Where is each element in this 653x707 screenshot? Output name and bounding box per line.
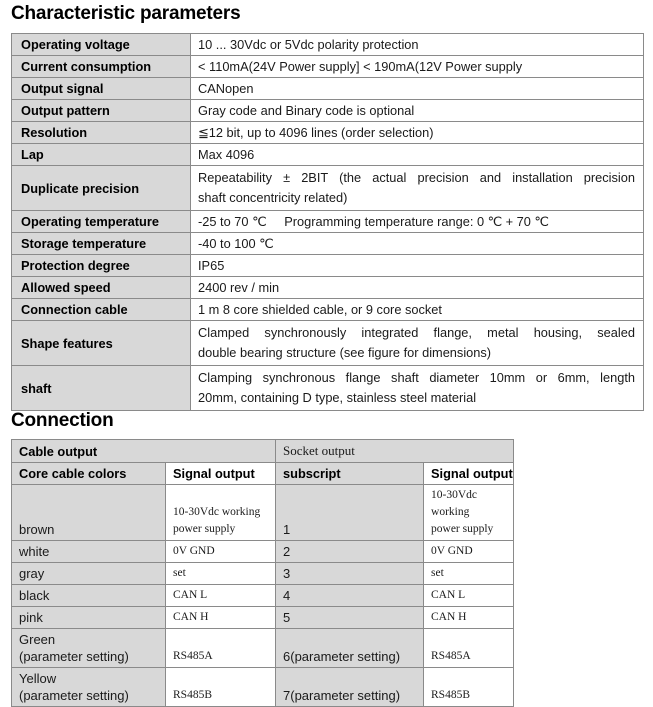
cell-line: 1 (283, 522, 291, 537)
cell-core-cable-color (12, 563, 166, 585)
parameter-label: Lap (12, 144, 191, 166)
cell-core-cable-color (12, 629, 166, 668)
parameter-value (191, 321, 644, 366)
cell-socket-signal-output (424, 607, 514, 629)
table-row (12, 321, 644, 366)
parameter-value: 2400 rev / min (191, 277, 644, 299)
cell-cable-signal-output (166, 563, 276, 585)
parameter-value: IP65 (191, 255, 644, 277)
column-header-socket-signal-output: Signal output (424, 463, 514, 485)
table-row (12, 585, 514, 607)
parameter-value-line: Clamped synchronously integrated flange, metal housing, sealed (198, 325, 635, 340)
cell-spacer (431, 670, 513, 687)
table-row (12, 100, 644, 122)
cell-subscript (276, 607, 424, 629)
cell-socket-signal-output (424, 629, 514, 668)
table-row (12, 299, 644, 321)
table-row (12, 233, 644, 255)
cell-line: 5 (283, 610, 291, 625)
cell-line: 0V GND (173, 545, 215, 557)
cell-core-cable-color (12, 607, 166, 629)
cell-core-cable-color (12, 541, 166, 563)
cell-subscript (276, 563, 424, 585)
cell-spacer (283, 631, 423, 648)
cell-spacer (283, 504, 423, 521)
group-header-socket-output: Socket output (276, 440, 514, 463)
column-header-subscript: subscript (276, 463, 424, 485)
column-header-core-cable-colors: Core cable colors (12, 463, 166, 485)
cell-line: RS485B (431, 689, 471, 701)
cell-line: (parameter setting) (19, 649, 129, 664)
cell-line: brown (19, 522, 55, 537)
cell-spacer (431, 631, 513, 648)
cell-cable-signal-output (166, 668, 276, 707)
cell-line: RS485A (173, 650, 213, 662)
parameter-label: Output signal (12, 78, 191, 100)
parameter-value: -40 to 100 ℃ (191, 233, 644, 255)
table-row (12, 607, 514, 629)
parameter-label: Connection cable (12, 299, 191, 321)
cell-line: CAN L (431, 589, 466, 601)
cell-cable-signal-output (166, 485, 276, 541)
parameter-label: Operating voltage (12, 34, 191, 56)
cell-line: pink (19, 610, 43, 625)
characteristic-parameters-table (11, 33, 644, 411)
cell-subscript (276, 585, 424, 607)
cell-subscript (276, 541, 424, 563)
parameter-value (191, 366, 644, 411)
parameter-label: Operating temperature (12, 211, 191, 233)
cell-subscript (276, 668, 424, 707)
parameter-value (191, 166, 644, 211)
parameter-value-line: shaft concentricity related) (198, 190, 348, 205)
cell-line: (parameter setting) (19, 688, 129, 703)
cell-socket-signal-output (424, 485, 514, 541)
parameter-label: Protection degree (12, 255, 191, 277)
parameter-label: Shape features (12, 321, 191, 366)
cell-line: CAN H (173, 611, 209, 623)
cell-line: 0V GND (431, 545, 473, 557)
cell-core-cable-color (12, 668, 166, 707)
cell-line: RS485A (431, 650, 471, 662)
parameter-label: Output pattern (12, 100, 191, 122)
characteristic-table-body (12, 34, 644, 411)
parameter-value-line: Repeatability ± 2BIT (the actual precision and installation precision (198, 170, 635, 185)
connection-group-header-row (12, 440, 514, 463)
table-row (12, 78, 644, 100)
parameter-label: shaft (12, 366, 191, 411)
connection-table (11, 439, 514, 707)
cell-line: CAN L (173, 589, 208, 601)
cell-spacer (19, 504, 165, 521)
group-header-cable-output: Cable output (12, 440, 276, 463)
cell-spacer (173, 631, 275, 648)
parameter-label: Storage temperature (12, 233, 191, 255)
cell-core-cable-color (12, 485, 166, 541)
cell-line: white (19, 544, 50, 559)
page-title-characteristic-parameters: Characteristic parameters (11, 3, 241, 24)
cell-socket-signal-output (424, 541, 514, 563)
page-title-connection: Connection (11, 410, 114, 431)
table-row (12, 34, 644, 56)
cell-cable-signal-output (166, 585, 276, 607)
parameter-value-line: Clamping synchronous flange shaft diameter 10mm or 6mm, length (198, 370, 635, 385)
cell-line: 6(parameter setting) (283, 649, 401, 664)
cell-line: set (431, 567, 444, 579)
cell-subscript (276, 485, 424, 541)
table-row (12, 277, 644, 299)
cell-line: Green (19, 632, 56, 647)
cell-line: 2 (283, 544, 291, 559)
cell-cable-signal-output (166, 541, 276, 563)
table-row (12, 255, 644, 277)
cell-line: gray (19, 566, 45, 581)
cell-spacer (173, 670, 275, 687)
parameter-label: Resolution (12, 122, 191, 144)
cell-socket-signal-output (424, 585, 514, 607)
cell-socket-signal-output (424, 668, 514, 707)
parameter-label: Allowed speed (12, 277, 191, 299)
cell-cable-signal-output (166, 629, 276, 668)
cell-spacer (283, 670, 423, 687)
table-row (12, 629, 514, 668)
cell-cable-signal-output (166, 607, 276, 629)
cell-line: set (173, 567, 186, 579)
table-row (12, 144, 644, 166)
table-row (12, 541, 514, 563)
cell-subscript (276, 629, 424, 668)
parameter-value: ≦12 bit, up to 4096 lines (order selection) (191, 122, 644, 144)
cell-line: power supply (173, 523, 236, 535)
table-row (12, 166, 644, 211)
table-row (12, 563, 514, 585)
table-row (12, 211, 644, 233)
parameter-value: 1 m 8 core shielded cable, or 9 core socket (191, 299, 644, 321)
cell-line: 3 (283, 566, 291, 581)
table-row (12, 56, 644, 78)
parameter-label: Duplicate precision (12, 166, 191, 211)
parameter-value-line: 20mm, containing D type, stainless steel material (198, 390, 477, 405)
column-header-cable-signal-output: Signal output (166, 463, 276, 485)
cell-line: RS485B (173, 689, 212, 701)
connection-table-body (12, 440, 514, 707)
parameter-value: 10 ... 30Vdc or 5Vdc polarity protection (191, 34, 644, 56)
parameter-value: < 110mA(24V Power supply] < 190mA(12V Power supply (191, 56, 644, 78)
cell-line: 10-30Vdc working (431, 489, 478, 518)
table-row (12, 668, 514, 707)
cell-line: 4 (283, 588, 291, 603)
cell-socket-signal-output (424, 563, 514, 585)
parameter-value: Gray code and Binary code is optional (191, 100, 644, 122)
connection-column-header-row (12, 463, 514, 485)
cell-line: Yellow (19, 671, 57, 686)
cell-line: 10-30Vdc working (173, 506, 261, 518)
cell-line: CAN H (431, 611, 467, 623)
parameter-value: CANopen (191, 78, 644, 100)
parameter-value: Max 4096 (191, 144, 644, 166)
cell-core-cable-color (12, 585, 166, 607)
parameter-value-line: double bearing structure (see figure for dimensions) (198, 345, 492, 360)
cell-line: black (19, 588, 50, 603)
parameter-value: -25 to 70 ℃ Programming temperature range: 0 ℃ + 70 ℃ (191, 211, 644, 233)
parameter-label: Current consumption (12, 56, 191, 78)
table-row (12, 366, 644, 411)
table-row (12, 122, 644, 144)
cell-line: power supply (431, 523, 494, 535)
cell-line: 7(parameter setting) (283, 688, 401, 703)
table-row (12, 485, 514, 541)
